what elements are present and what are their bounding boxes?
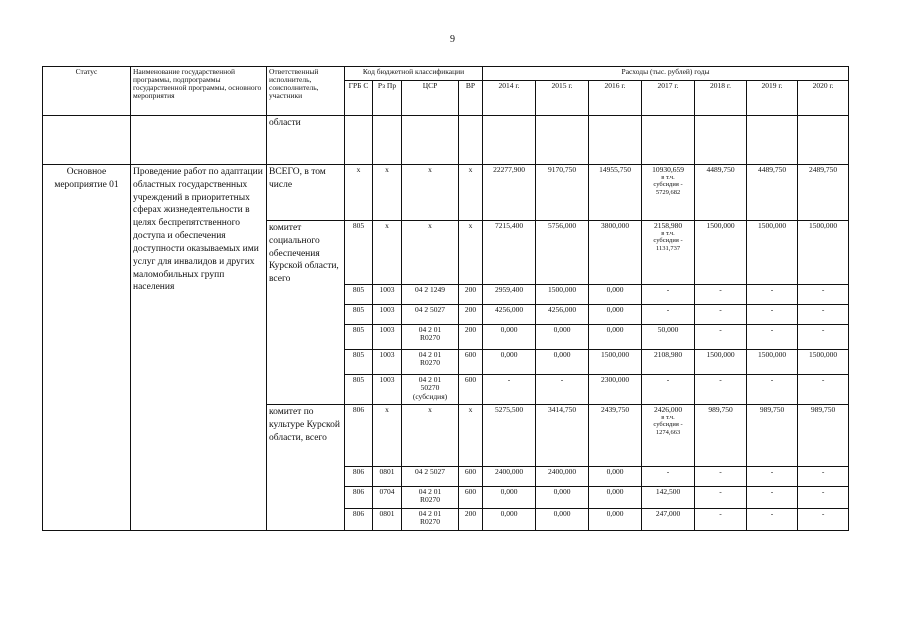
- expense-value: 1500,000: [757, 221, 787, 230]
- expense-value: -: [560, 375, 564, 384]
- expense-cell: [536, 305, 589, 325]
- expense-cell: [798, 221, 849, 285]
- rzpr-cell: 1003: [373, 375, 402, 405]
- csr-cell: [402, 165, 459, 221]
- expense-value: 4489,750: [757, 165, 787, 174]
- expense-cell: [695, 350, 747, 375]
- expense-cell: [798, 405, 849, 467]
- grbs-cell: 805: [345, 285, 373, 305]
- grbs-cell: 805: [345, 375, 373, 405]
- expense-value: 3800,000: [600, 221, 630, 230]
- expense-cell: [747, 165, 798, 221]
- expense-cell: [798, 509, 849, 531]
- expense-cell: [695, 405, 747, 467]
- expense-value: 989,750: [759, 405, 785, 414]
- csr-line: R0270: [419, 517, 440, 527]
- header-year-2020: 2020 г.: [798, 81, 849, 116]
- expense-value: 0,000: [553, 325, 571, 334]
- expense-cell: [589, 325, 642, 350]
- expense-value: -: [770, 375, 774, 384]
- expense-cell: [536, 221, 589, 285]
- rzpr-cell: 0801: [373, 509, 402, 531]
- csr-cell: [402, 325, 459, 350]
- csr-line: x: [428, 165, 432, 174]
- vr-cell: x: [459, 405, 483, 467]
- expense-cell: [747, 305, 798, 325]
- expense-cell: [483, 285, 536, 305]
- expense-value: 2400,000: [494, 467, 524, 476]
- csr-line: 04 2 01: [418, 509, 442, 518]
- expense-cell: [695, 467, 747, 487]
- expense-value: 0,000: [553, 350, 571, 359]
- header-responsible: Ответственный исполнитель, соисполнитель, участники: [267, 67, 345, 116]
- expense-value: -: [770, 487, 774, 496]
- csr-line: 04 2 01: [418, 350, 442, 359]
- expense-cell: [642, 285, 695, 305]
- empty-cell: [483, 116, 536, 165]
- expense-cell: [642, 509, 695, 531]
- expense-value: -: [770, 305, 774, 314]
- rzpr-cell: x: [373, 405, 402, 467]
- expense-value: 5275,500: [494, 405, 524, 414]
- continuation-program: [131, 116, 267, 165]
- expense-cell: [798, 285, 849, 305]
- empty-cell: [536, 116, 589, 165]
- csr-cell: [402, 467, 459, 487]
- expense-value: 50,000: [657, 325, 679, 334]
- expense-value: 1500,000: [809, 221, 838, 230]
- continuation-responsible: области: [267, 116, 345, 165]
- expense-value: 1500,000: [706, 350, 735, 359]
- expense-cell: [589, 487, 642, 509]
- expense-value: 989,750: [810, 405, 836, 414]
- vr-cell: 600: [459, 467, 483, 487]
- expense-value: -: [821, 467, 825, 476]
- csr-cell: [402, 375, 459, 405]
- expense-value: 0,000: [606, 467, 624, 476]
- rzpr-cell: 1003: [373, 350, 402, 375]
- csr-line: 04 2 01: [418, 487, 442, 496]
- header-year-2014: 2014 г.: [483, 81, 536, 116]
- expense-value: 9170,750: [547, 165, 577, 174]
- expense-cell: [589, 350, 642, 375]
- header-year-2015: 2015 г.: [536, 81, 589, 116]
- expense-cell: [536, 165, 589, 221]
- expense-cell: [589, 221, 642, 285]
- expense-cell: [483, 165, 536, 221]
- expense-cell: [695, 165, 747, 221]
- continuation-row: [43, 116, 849, 165]
- header-csr: ЦСР: [402, 81, 459, 116]
- grbs-cell: 806: [345, 405, 373, 467]
- expense-cell: [536, 325, 589, 350]
- expense-value: -: [821, 305, 825, 314]
- expense-cell: [589, 467, 642, 487]
- csr-line: 04 2 01: [418, 325, 442, 334]
- expense-cell: [695, 285, 747, 305]
- expense-value: 2489,750: [809, 165, 838, 174]
- csr-cell: [402, 350, 459, 375]
- expense-cell: [695, 305, 747, 325]
- vr-cell: 200: [459, 325, 483, 350]
- expense-cell: [589, 405, 642, 467]
- expense-cell: [536, 405, 589, 467]
- expense-value: -: [719, 305, 722, 314]
- expense-value: 1500,000: [757, 350, 787, 359]
- responsible-cell: комитет по культуре Курской области, всего: [267, 405, 345, 531]
- expense-value: -: [821, 285, 825, 294]
- csr-line: R0270: [419, 358, 440, 368]
- expense-value: -: [719, 467, 722, 476]
- expense-value: -: [821, 487, 825, 496]
- expense-cell: [798, 165, 849, 221]
- csr-line: R0270: [419, 495, 440, 505]
- expense-cell: [642, 221, 695, 285]
- vr-cell: 600: [459, 487, 483, 509]
- expense-cell: [483, 325, 536, 350]
- expense-cell: [536, 375, 589, 405]
- expense-cell: [483, 375, 536, 405]
- expense-value: 1500,000: [706, 221, 735, 230]
- rzpr-cell: 1003: [373, 285, 402, 305]
- empty-cell: [589, 116, 642, 165]
- expense-value: -: [821, 325, 825, 334]
- expense-value: 5756,000: [547, 221, 577, 230]
- expense-value: -: [770, 467, 774, 476]
- rzpr-cell: 1003: [373, 325, 402, 350]
- csr-line: x: [428, 221, 432, 230]
- expense-cell: [695, 487, 747, 509]
- expense-value: 0,000: [500, 325, 518, 334]
- expense-value: -: [770, 325, 774, 334]
- expense-cell: [483, 221, 536, 285]
- expense-cell: [642, 487, 695, 509]
- vr-cell: 200: [459, 285, 483, 305]
- csr-line: x: [428, 405, 432, 414]
- expense-value: 0,000: [606, 285, 624, 294]
- csr-cell: [402, 509, 459, 531]
- expense-value: 2108,980: [653, 350, 683, 359]
- expense-note: субсидия -: [653, 421, 683, 429]
- vr-cell: x: [459, 165, 483, 221]
- expense-value: -: [666, 375, 670, 384]
- expense-cell: [589, 375, 642, 405]
- expense-value: -: [719, 325, 722, 334]
- expense-note: 1274,663: [655, 428, 681, 436]
- expense-value: 1500,000: [547, 285, 577, 294]
- expense-cell: [798, 487, 849, 509]
- csr-line: 04 2 1249: [415, 285, 445, 294]
- expense-note: в т.ч.: [661, 174, 675, 182]
- expense-note: субсидия -: [653, 237, 683, 245]
- expense-value: 2439,750: [600, 405, 630, 414]
- csr-line: 04 2 5027: [415, 467, 445, 476]
- rzpr-cell: 1003: [373, 305, 402, 325]
- expense-value: 4256,000: [494, 305, 524, 314]
- expense-cell: [642, 375, 695, 405]
- csr-line: R0270: [419, 333, 440, 343]
- grbs-cell: 806: [345, 509, 373, 531]
- expense-cell: [695, 509, 747, 531]
- expense-value: 3414,750: [547, 405, 577, 414]
- expense-value: 1500,000: [600, 350, 630, 359]
- expense-value: 22277,900: [493, 165, 525, 174]
- vr-cell: 200: [459, 305, 483, 325]
- vr-cell: x: [459, 221, 483, 285]
- expense-cell: [589, 285, 642, 305]
- expense-cell: [747, 509, 798, 531]
- expense-cell: [483, 509, 536, 531]
- expense-cell: [483, 305, 536, 325]
- expense-cell: [695, 221, 747, 285]
- empty-cell: [402, 116, 459, 165]
- expense-cell: [642, 405, 695, 467]
- expense-cell: [589, 305, 642, 325]
- empty-cell: [373, 116, 402, 165]
- expense-cell: [589, 165, 642, 221]
- expense-value: -: [821, 509, 825, 518]
- csr-cell: [402, 405, 459, 467]
- empty-cell: [747, 116, 798, 165]
- responsible-cell: ВСЕГО, в том числе: [267, 165, 345, 221]
- rzpr-cell: 0801: [373, 467, 402, 487]
- expense-value: 0,000: [553, 487, 571, 496]
- csr-cell: [402, 487, 459, 509]
- header-year-2016: 2016 г.: [589, 81, 642, 116]
- grbs-cell: x: [345, 165, 373, 221]
- expense-cell: [695, 375, 747, 405]
- csr-line: (субсидия): [412, 391, 448, 401]
- expense-value: 10930,659: [652, 165, 684, 174]
- expense-value: 0,000: [606, 305, 624, 314]
- rzpr-cell: x: [373, 165, 402, 221]
- expense-cell: [747, 467, 798, 487]
- empty-cell: [345, 116, 373, 165]
- expense-note: в т.ч.: [661, 414, 675, 422]
- expense-value: 0,000: [606, 487, 624, 496]
- expense-value: 142,500: [655, 487, 681, 496]
- expense-cell: [798, 325, 849, 350]
- expense-value: -: [507, 375, 511, 384]
- rzpr-cell: x: [373, 221, 402, 285]
- expense-cell: [483, 467, 536, 487]
- grbs-cell: 805: [345, 305, 373, 325]
- expense-cell: [536, 467, 589, 487]
- header-year-2017: 2017 г.: [642, 81, 695, 116]
- page-number: 9: [450, 34, 455, 45]
- expense-cell: [589, 509, 642, 531]
- header-rzpr: Рз Пр: [373, 81, 402, 116]
- budget-table: [42, 66, 849, 531]
- expense-value: 2400,000: [547, 467, 577, 476]
- expense-value: 0,000: [500, 487, 518, 496]
- expense-cell: [536, 487, 589, 509]
- expense-cell: [642, 305, 695, 325]
- expense-value: -: [821, 375, 825, 384]
- expense-cell: [798, 375, 849, 405]
- expense-cell: [536, 350, 589, 375]
- expense-cell: [747, 350, 798, 375]
- expense-cell: [747, 285, 798, 305]
- csr-cell: [402, 285, 459, 305]
- expense-value: -: [666, 305, 670, 314]
- grbs-cell: 805: [345, 221, 373, 285]
- expense-value: -: [770, 509, 774, 518]
- expense-value: 4256,000: [547, 305, 577, 314]
- measure-status: Основное мероприятие 01: [43, 165, 131, 531]
- expense-value: -: [719, 375, 722, 384]
- expense-value: 2158,980: [653, 221, 683, 230]
- expense-value: -: [719, 509, 722, 518]
- expense-value: 989,750: [708, 405, 733, 414]
- expense-cell: [747, 405, 798, 467]
- csr-cell: [402, 305, 459, 325]
- expense-value: 4489,750: [706, 165, 735, 174]
- csr-line: 04 2 5027: [415, 305, 445, 314]
- expense-cell: [642, 325, 695, 350]
- empty-cell: [459, 116, 483, 165]
- expense-cell: [747, 487, 798, 509]
- vr-cell: 600: [459, 350, 483, 375]
- expense-value: -: [770, 285, 774, 294]
- vr-cell: 600: [459, 375, 483, 405]
- expense-cell: [798, 305, 849, 325]
- expense-value: 2426,000: [653, 405, 683, 414]
- expense-cell: [642, 165, 695, 221]
- expense-note: субсидия -: [653, 181, 683, 189]
- header-year-2018: 2018 г.: [695, 81, 747, 116]
- expense-value: 2959,400: [494, 285, 524, 294]
- header-vr: ВР: [459, 81, 483, 116]
- expense-cell: [483, 405, 536, 467]
- expense-cell: [642, 350, 695, 375]
- header-program: Наименование государственной программы, подпрограммы государственной программы, основного мероприятия: [131, 67, 267, 116]
- header-budget-code: Код бюджетной классификации: [345, 67, 483, 81]
- responsible-cell: комитет социального обеспечения Курской области, всего: [267, 221, 345, 405]
- expense-value: 247,000: [655, 509, 681, 518]
- expense-cell: [642, 467, 695, 487]
- expense-value: 0,000: [553, 509, 571, 518]
- expense-cell: [695, 325, 747, 350]
- expense-value: 7215,400: [494, 221, 524, 230]
- expense-cell: [747, 221, 798, 285]
- expense-value: 0,000: [606, 509, 624, 518]
- expense-note: в т.ч.: [661, 230, 675, 238]
- table-row: [43, 165, 849, 221]
- header-year-2019: 2019 г.: [747, 81, 798, 116]
- empty-cell: [695, 116, 747, 165]
- header-status: Статус: [43, 67, 131, 116]
- grbs-cell: 805: [345, 325, 373, 350]
- grbs-cell: 806: [345, 487, 373, 509]
- empty-cell: [798, 116, 849, 165]
- expense-cell: [798, 350, 849, 375]
- expense-value: 0,000: [500, 509, 518, 518]
- header-expenses: Расходы (тыс. рублей) годы: [483, 67, 849, 81]
- expense-value: -: [719, 487, 722, 496]
- expense-cell: [483, 487, 536, 509]
- expense-cell: [747, 375, 798, 405]
- expense-value: 0,000: [500, 350, 518, 359]
- csr-line: 04 2 01: [418, 375, 442, 384]
- csr-cell: [402, 221, 459, 285]
- header-grbs: ГРБ С: [345, 81, 373, 116]
- empty-cell: [642, 116, 695, 165]
- expense-value: 1500,000: [809, 350, 838, 359]
- vr-cell: 200: [459, 509, 483, 531]
- expense-note: 1131,737: [655, 244, 681, 252]
- grbs-cell: 805: [345, 350, 373, 375]
- expense-cell: [483, 350, 536, 375]
- expense-value: -: [719, 285, 722, 294]
- grbs-cell: 806: [345, 467, 373, 487]
- header-row-1: [43, 67, 849, 81]
- expense-cell: [536, 509, 589, 531]
- expense-value: 0,000: [606, 325, 624, 334]
- expense-note: 5729,682: [655, 188, 681, 196]
- rzpr-cell: 0704: [373, 487, 402, 509]
- expense-value: -: [666, 285, 670, 294]
- expense-value: 14955,750: [599, 165, 631, 174]
- csr-line: 50270: [420, 383, 440, 393]
- expense-cell: [798, 467, 849, 487]
- expense-cell: [536, 285, 589, 305]
- expense-value: -: [666, 467, 670, 476]
- expense-cell: [747, 325, 798, 350]
- continuation-status: [43, 116, 131, 165]
- measure-name: Проведение работ по адаптации областных государственных учреждений в приоритетных сферах жизнедеятельности в целях беспрепятственного доступа и обеспечения доступности оказываемых ими услуг для инвалидов и других маломобильных групп населения: [131, 165, 267, 531]
- expense-value: 2300,000: [600, 375, 630, 384]
